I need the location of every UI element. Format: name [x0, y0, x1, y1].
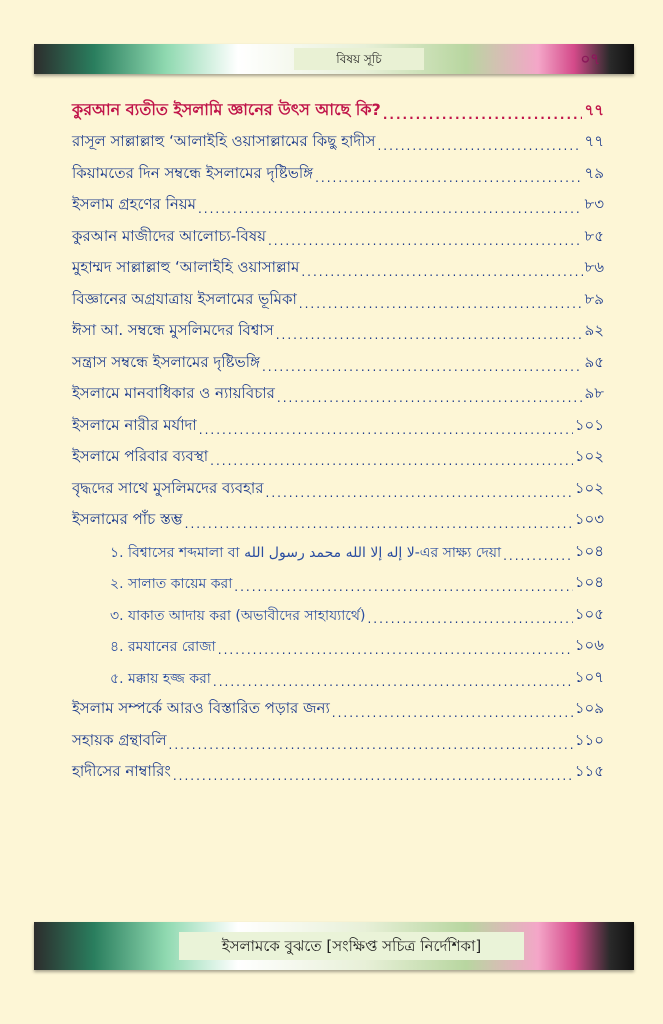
- toc-leader-dots: [315, 169, 582, 187]
- toc-page: ৯২: [584, 321, 604, 339]
- toc-page: ১০৫: [574, 604, 604, 623]
- toc-row[interactable]: [72, 313, 604, 345]
- toc-page: ৯৫: [584, 352, 604, 371]
- toc-leader-dots: [299, 295, 583, 313]
- toc-page: ১০৩: [574, 510, 604, 528]
- toc-leader-dots: [198, 200, 583, 218]
- toc-page: ১০৪: [574, 541, 604, 560]
- toc-leader-dots: [169, 736, 573, 754]
- toc-title: ৫. মক্কায় হজ্জ করা: [110, 670, 211, 687]
- toc-page: ১০৬: [574, 636, 604, 654]
- toc-leader-dots: [213, 673, 573, 691]
- toc-title: ইসলাম গ্রহণের নিয়ম: [72, 195, 196, 213]
- toc-row[interactable]: [72, 250, 604, 282]
- toc-leader-dots: [268, 232, 583, 250]
- toc-leader-dots: [218, 641, 573, 659]
- toc-title: ইসলামে মানবাধিকার ও ন্যায়বিচার: [72, 384, 275, 402]
- table-of-contents: [72, 92, 604, 785]
- toc-subrow[interactable]: [72, 628, 604, 660]
- toc-page: ১০২: [574, 447, 604, 465]
- toc-title: বিজ্ঞানের অগ্রযাত্রায় ইসলামের ভূমিকা: [72, 289, 297, 308]
- toc-row[interactable]: [72, 407, 604, 439]
- toc-page: ১১০: [574, 730, 604, 749]
- toc-row[interactable]: [72, 502, 604, 534]
- toc-row[interactable]: [72, 344, 604, 376]
- toc-page: ৭৯: [584, 163, 604, 182]
- header-band: [34, 44, 634, 74]
- toc-page: ১০৯: [574, 699, 604, 717]
- toc-row[interactable]: [72, 691, 604, 723]
- toc-title: ইসলাম সম্পর্কে আরও বিস্তারিত পড়ার জন্য: [72, 699, 330, 717]
- header-title: বিষয় সূচি: [294, 48, 424, 70]
- toc-row[interactable]: [72, 124, 604, 156]
- toc-subrow[interactable]: [72, 659, 604, 691]
- toc-title: কুরআন ব্যতীত ইসলামি জ্ঞানের উৎস আছে কি?: [72, 99, 381, 119]
- toc-page: ৭৭: [584, 132, 604, 150]
- toc-leader-dots: [301, 263, 582, 281]
- toc-title: মুহাম্মদ সাল্লাল্লাহু ‘আলাইহি ওয়াসাল্লাম: [72, 258, 300, 276]
- toc-row[interactable]: [72, 754, 604, 786]
- toc-row[interactable]: [72, 187, 604, 219]
- toc-title: ইসলামে নারীর মর্যাদা: [72, 415, 197, 434]
- toc-leader-dots: [367, 610, 572, 628]
- toc-leader-dots: [266, 484, 573, 502]
- footer-band: [34, 922, 634, 970]
- toc-row[interactable]: [72, 281, 604, 313]
- toc-page: ৮৫: [584, 226, 604, 245]
- toc-leader-dots: [234, 578, 573, 596]
- toc-row[interactable]: [72, 92, 604, 124]
- toc-row[interactable]: [72, 722, 604, 754]
- toc-page: ১০৭: [574, 667, 604, 686]
- toc-page: ১১৫: [574, 762, 604, 780]
- toc-title: সহায়ক গ্রন্থাবলি: [72, 730, 167, 749]
- toc-page: ৮৯: [584, 289, 604, 308]
- toc-leader-dots: [383, 106, 583, 124]
- toc-page: ১০১: [574, 415, 604, 434]
- page-number: ০৭: [580, 50, 600, 68]
- toc-leader-dots: [276, 326, 583, 344]
- toc-title: ২. সালাত কায়েম করা: [110, 576, 233, 592]
- toc-subrow[interactable]: [72, 533, 604, 565]
- toc-page: ৯৮: [584, 384, 604, 402]
- toc-page: ১০২: [574, 478, 604, 497]
- toc-title: সন্ত্রাস সম্বন্ধে ইসলামের দৃষ্টিভঙ্গি: [72, 352, 260, 371]
- toc-leader-dots: [503, 547, 573, 565]
- toc-row[interactable]: [72, 155, 604, 187]
- toc-leader-dots: [185, 515, 573, 533]
- toc-row[interactable]: [72, 470, 604, 502]
- toc-page: ১০৪: [574, 573, 604, 591]
- toc-title: ইসলামের পাঁচ স্তম্ভ: [72, 510, 183, 528]
- toc-title: ৪. রমযানের রোজা: [110, 639, 216, 655]
- toc-row[interactable]: [72, 439, 604, 471]
- toc-title: ১. বিশ্বাসের শব্দমালা বা لا إله إلا الله محمد رسول الله-এর সাক্ষ্য দেয়া: [110, 544, 502, 561]
- toc-page: ৭৭: [584, 100, 604, 119]
- toc-subrow[interactable]: [72, 565, 604, 597]
- toc-title: ৩. যাকাত আদায় করা (অভাবীদের সাহায্যার্থে): [110, 607, 366, 624]
- toc-title: ইসলামে পরিবার ব্যবস্থা: [72, 447, 209, 465]
- toc-leader-dots: [199, 421, 573, 439]
- footer-title: ইসলামকে বুঝতে [সংক্ষিপ্ত সচিত্র নির্দেশিকা]: [179, 932, 524, 960]
- toc-title: ঈসা আ. সম্বন্ধে মুসলিমদের বিশ্বাস: [72, 321, 274, 339]
- toc-title: কুরআন মাজীদের আলোচ্য-বিষয়: [72, 226, 266, 245]
- toc-leader-dots: [332, 704, 573, 722]
- toc-row[interactable]: [72, 376, 604, 408]
- toc-page: ৮৬: [584, 258, 604, 276]
- toc-title: কিয়ামতের দিন সম্বন্ধে ইসলামের দৃষ্টিভঙ্গি: [72, 163, 314, 182]
- toc-leader-dots: [277, 389, 583, 407]
- toc-leader-dots: [262, 358, 583, 376]
- toc-page: ৮৩: [584, 195, 604, 213]
- toc-title: রাসূল সাল্লাল্লাহু ‘আলাইহি ওয়াসাল্লামের কিছু হাদীস: [72, 132, 376, 150]
- toc-title: হাদীসের নাম্বারিং: [72, 762, 171, 780]
- toc-subrow[interactable]: [72, 596, 604, 628]
- toc-leader-dots: [377, 137, 582, 155]
- toc-row[interactable]: [72, 218, 604, 250]
- toc-title: বৃদ্ধদের সাথে মুসলিমদের ব্যবহার: [72, 478, 264, 497]
- toc-leader-dots: [210, 452, 573, 470]
- toc-leader-dots: [173, 767, 573, 785]
